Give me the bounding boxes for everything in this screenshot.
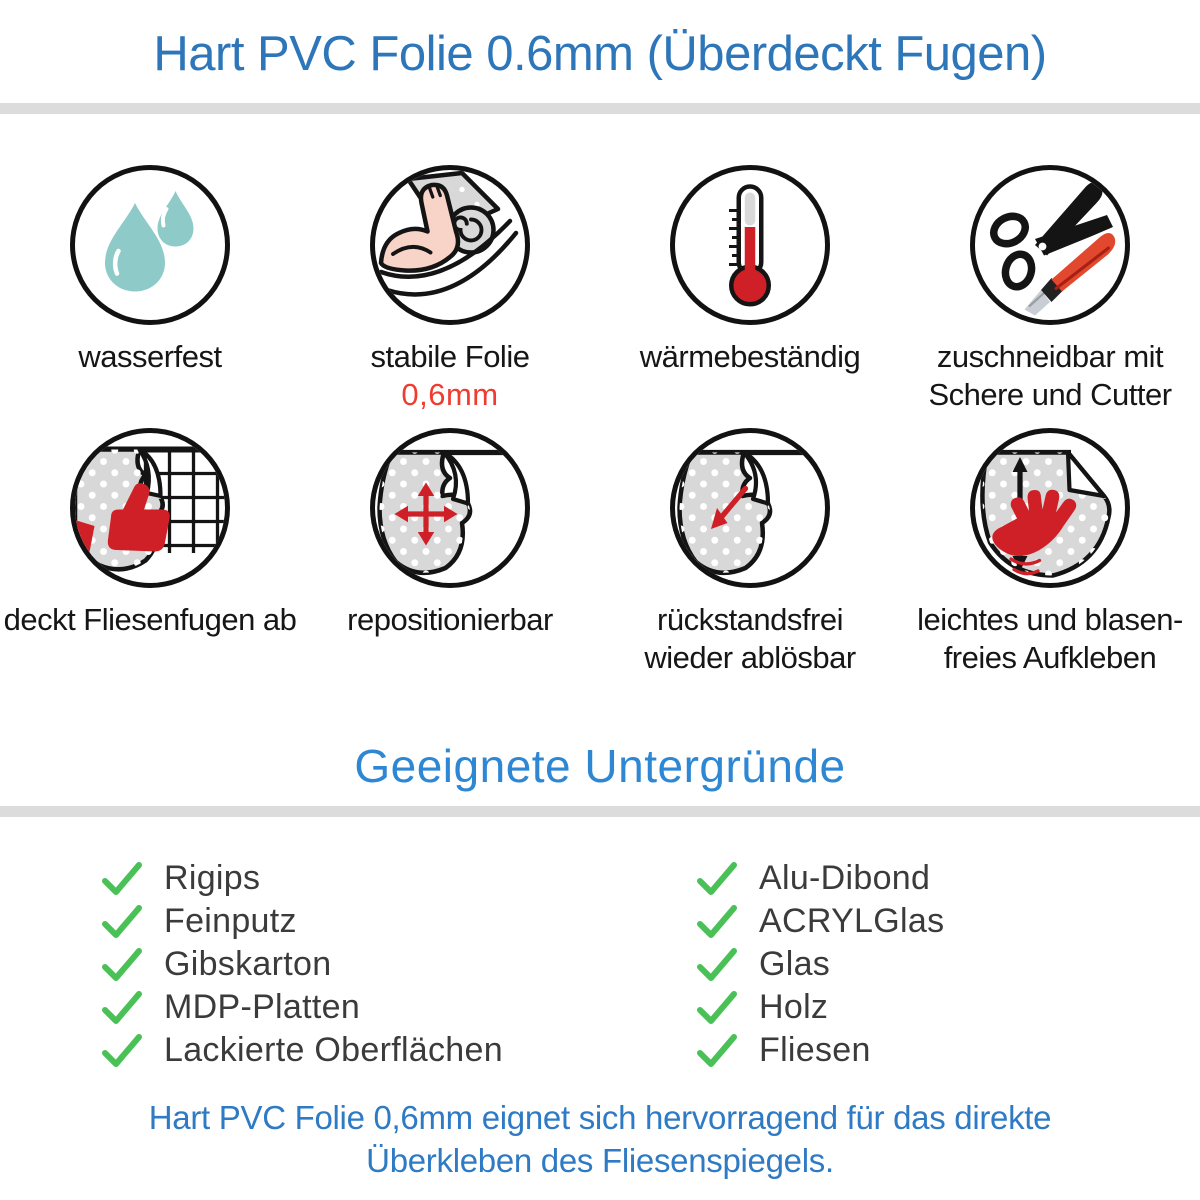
surface-label: ACRYLGlas xyxy=(759,902,945,940)
water-drops-icon xyxy=(70,165,230,325)
check-icon xyxy=(695,990,739,1026)
surface-list-left xyxy=(100,857,503,1072)
feature-label: rückstandsfrei wieder ablösbar xyxy=(644,602,856,675)
feature-wasserfest xyxy=(0,165,300,414)
feature-thickness-highlight: 0,6mm xyxy=(401,377,499,412)
feature-repositionierbar xyxy=(300,428,600,677)
list-item xyxy=(695,1029,944,1072)
list-item xyxy=(100,986,503,1029)
check-icon xyxy=(695,1033,739,1069)
hand-smoothing-foil-icon xyxy=(970,428,1130,588)
residue-free-peel-icon xyxy=(670,428,830,588)
check-icon xyxy=(695,947,739,983)
scissors-and-cutter-icon xyxy=(970,165,1130,325)
feature-deckt-fliesenfugen xyxy=(0,428,300,677)
feature-label: zuschneidbar mit Schere und Cutter xyxy=(928,339,1172,412)
strong-arm-foil-roll-icon xyxy=(370,165,530,325)
list-item xyxy=(695,900,944,943)
feature-stabile-folie xyxy=(300,165,600,414)
list-item xyxy=(100,857,503,900)
tile-joints-thumbs-up-icon xyxy=(70,428,230,588)
list-item xyxy=(100,943,503,986)
section-heading: Geeignete Untergründe xyxy=(354,740,846,792)
check-icon xyxy=(100,947,144,983)
feature-label: deckt Fliesenfugen ab xyxy=(3,602,297,637)
list-item xyxy=(695,943,944,986)
check-icon xyxy=(695,861,739,897)
feature-row-1 xyxy=(0,165,1200,414)
feature-label: wasserfest xyxy=(78,339,222,374)
feature-label: wärmebeständig xyxy=(639,339,861,374)
surface-label: Holz xyxy=(759,988,829,1026)
check-icon xyxy=(695,904,739,940)
surface-label: Fliesen xyxy=(759,1031,871,1069)
surface-label: Glas xyxy=(759,945,831,983)
footer-line: Überkleben des Fliesenspiegels. xyxy=(366,1142,834,1179)
feature-blasenfreies-aufkleben xyxy=(900,428,1200,677)
footer-line: Hart PVC Folie 0,6mm eignet sich hervorragend für das direkte xyxy=(148,1099,1052,1136)
feature-waermebestaendig xyxy=(600,165,900,414)
feature-zuschneidbar xyxy=(900,165,1200,414)
footer-note xyxy=(0,1096,1200,1182)
feature-rueckstandsfrei xyxy=(600,428,900,677)
divider xyxy=(0,103,1200,114)
feature-label: stabile Folie xyxy=(370,339,530,374)
page-title: Hart PVC Folie 0.6mm (Überdeckt Fugen) xyxy=(153,27,1047,81)
list-item xyxy=(100,900,503,943)
list-item xyxy=(100,1029,503,1072)
surface-label: Lackierte Oberflächen xyxy=(164,1031,503,1069)
surface-label: Feinputz xyxy=(164,902,297,940)
feature-row-2 xyxy=(0,428,1200,677)
list-item xyxy=(695,857,944,900)
check-icon xyxy=(100,990,144,1026)
check-icon xyxy=(100,861,144,897)
surface-label: Alu-Dibond xyxy=(759,859,931,897)
check-icon xyxy=(100,1033,144,1069)
reposition-arrows-foil-icon xyxy=(370,428,530,588)
feature-label: leichtes und blasen- freies Aufkleben xyxy=(917,602,1183,675)
check-icon xyxy=(100,904,144,940)
surface-label: Gibskarton xyxy=(164,945,332,983)
surface-label: Rigips xyxy=(164,859,261,897)
thermometer-icon xyxy=(670,165,830,325)
surface-list-right xyxy=(695,857,944,1072)
surface-label: MDP-Platten xyxy=(164,988,361,1026)
list-item xyxy=(695,986,944,1029)
divider xyxy=(0,806,1200,817)
feature-label: repositionierbar xyxy=(347,602,553,637)
